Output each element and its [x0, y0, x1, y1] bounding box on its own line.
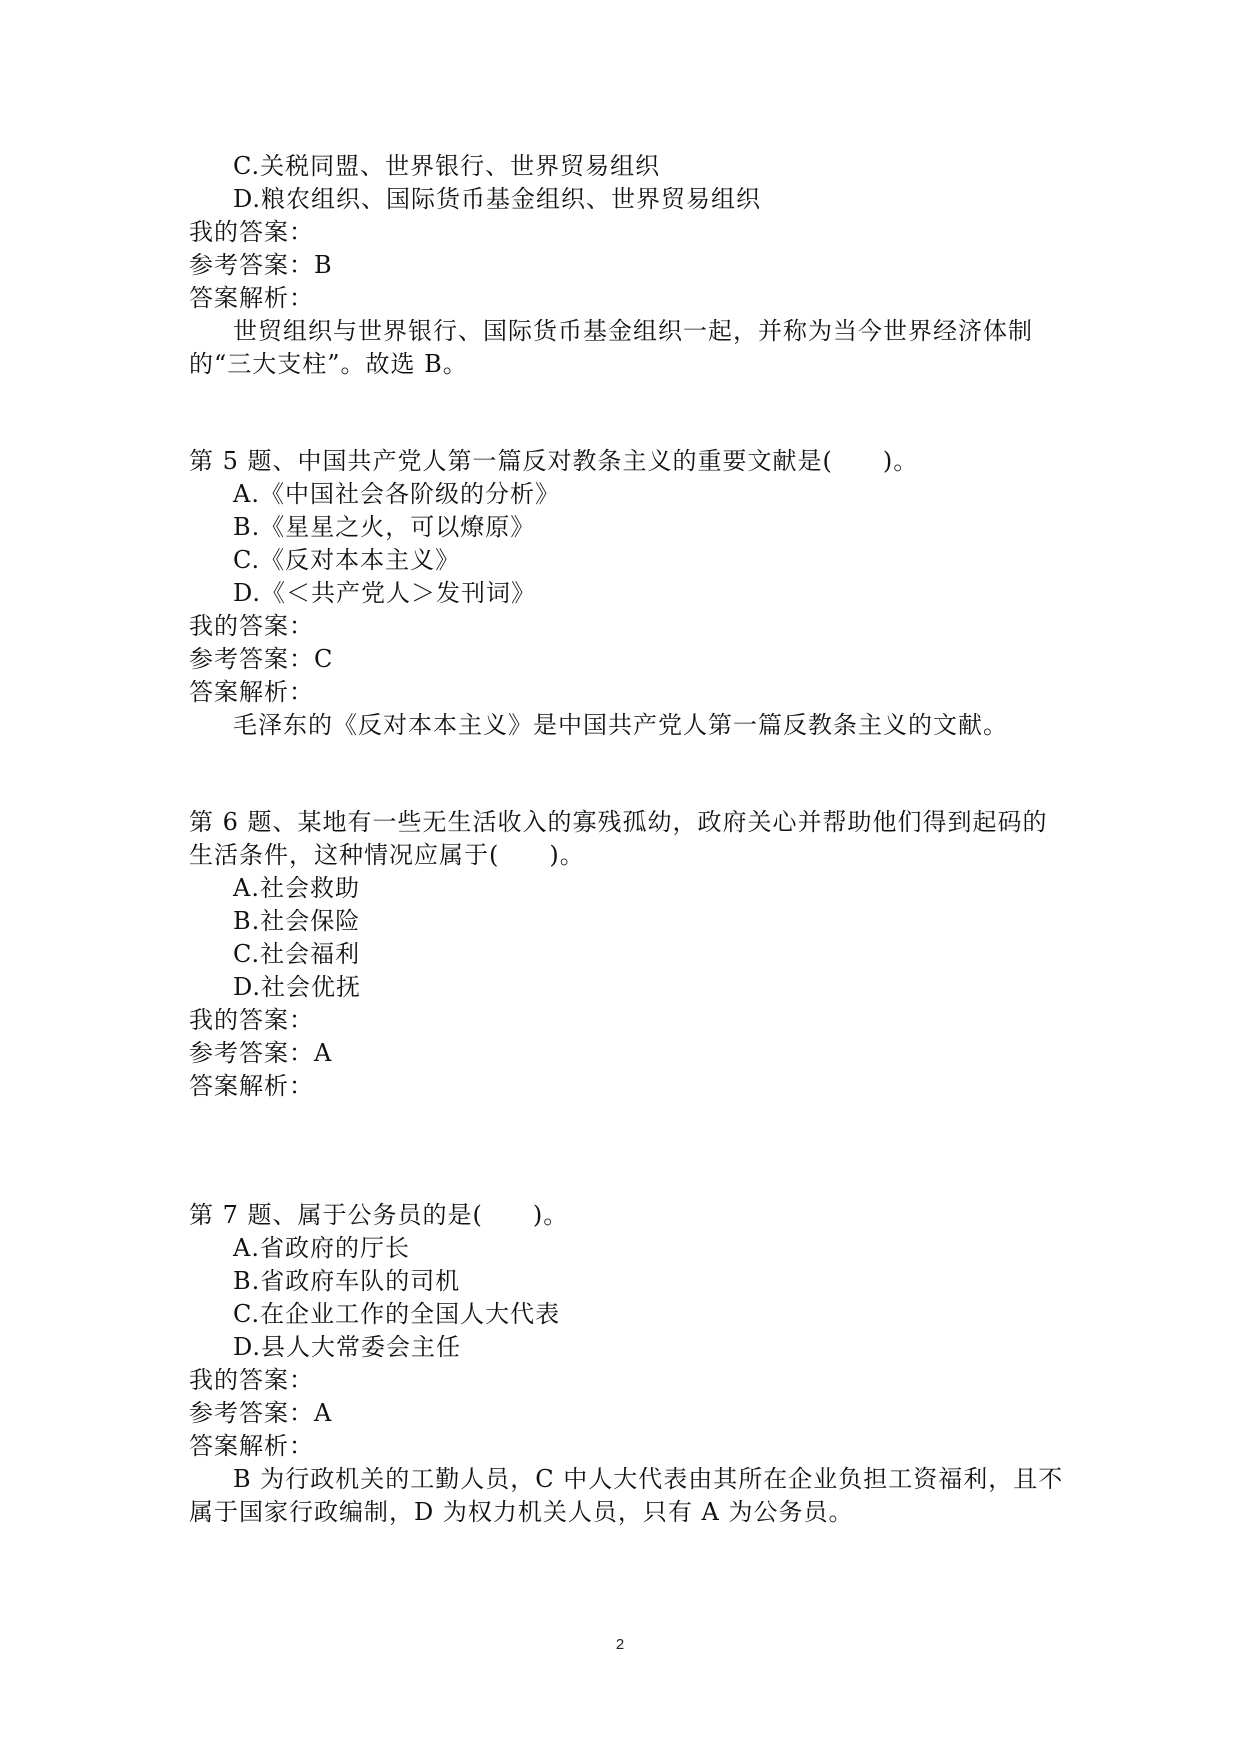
q6-reference-answer: 参考答案：A [189, 1039, 333, 1067]
q6-option-b: B.社会保险 [233, 907, 361, 935]
q5-option-a: A.《中国社会各阶级的分析》 [233, 480, 560, 508]
q4-reference-answer: 参考答案：B [189, 251, 333, 279]
q4-option-d: D.粮农组织、国际货币基金组织、世界贸易组织 [233, 185, 762, 213]
q5-option-b: B.《星星之火，可以燎原》 [233, 513, 536, 541]
q5-explanation-text: 毛泽东的《反对本本主义》是中国共产党人第一篇反教条主义的文献。 [233, 711, 1008, 739]
q7-explanation-text-cont: 属于国家行政编制，D 为权力机关人员，只有 A 为公务员。 [189, 1498, 854, 1526]
page-number: 2 [615, 1636, 625, 1653]
q4-option-c: C.关税同盟、世界银行、世界贸易组织 [233, 152, 661, 180]
q5-option-d: D.《＜共产党人＞发刊词》 [233, 579, 537, 607]
q6-option-c: C.社会福利 [233, 940, 361, 968]
q5-reference-answer: 参考答案：C [189, 645, 334, 673]
q4-my-answer-label: 我的答案： [189, 218, 314, 246]
q7-explanation-text: B 为行政机关的工勤人员，C 中人大代表由其所在企业负担工资福利，且不 [233, 1465, 1064, 1493]
q6-option-d: D.社会优抚 [233, 973, 362, 1001]
q4-explanation-text: 世贸组织与世界银行、国际货币基金组织一起，并称为当今世界经济体制 [233, 317, 1033, 345]
q5-option-c: C.《反对本本主义》 [233, 546, 461, 574]
q5-explanation-label: 答案解析： [189, 678, 314, 706]
q5-question-text: 第 5 题、中国共产党人第一篇反对教条主义的重要文献是( )。 [189, 447, 919, 475]
q7-question-text: 第 7 题、属于公务员的是( )。 [189, 1201, 569, 1229]
q6-my-answer-label: 我的答案： [189, 1006, 314, 1034]
q6-question-text-cont: 生活条件，这种情况应属于( )。 [189, 841, 585, 869]
q7-option-b: B.省政府车队的司机 [233, 1267, 461, 1295]
q7-option-c: C.在企业工作的全国人大代表 [233, 1300, 561, 1328]
q6-question-text: 第 6 题、某地有一些无生活收入的寡残孤幼，政府关心并帮助他们得到起码的 [189, 808, 1048, 836]
q6-option-a: A.社会救助 [233, 874, 360, 902]
q4-explanation-text-cont: 的“三大支柱”。故选 B。 [189, 350, 468, 378]
q7-my-answer-label: 我的答案： [189, 1366, 314, 1394]
q7-reference-answer: 参考答案：A [189, 1399, 333, 1427]
q6-explanation-label: 答案解析： [189, 1072, 314, 1100]
q7-option-d: D.县人大常委会主任 [233, 1333, 462, 1361]
q4-explanation-label: 答案解析： [189, 284, 314, 312]
q7-explanation-label: 答案解析： [189, 1432, 314, 1460]
q7-option-a: A.省政府的厅长 [233, 1234, 410, 1262]
q5-my-answer-label: 我的答案： [189, 612, 314, 640]
